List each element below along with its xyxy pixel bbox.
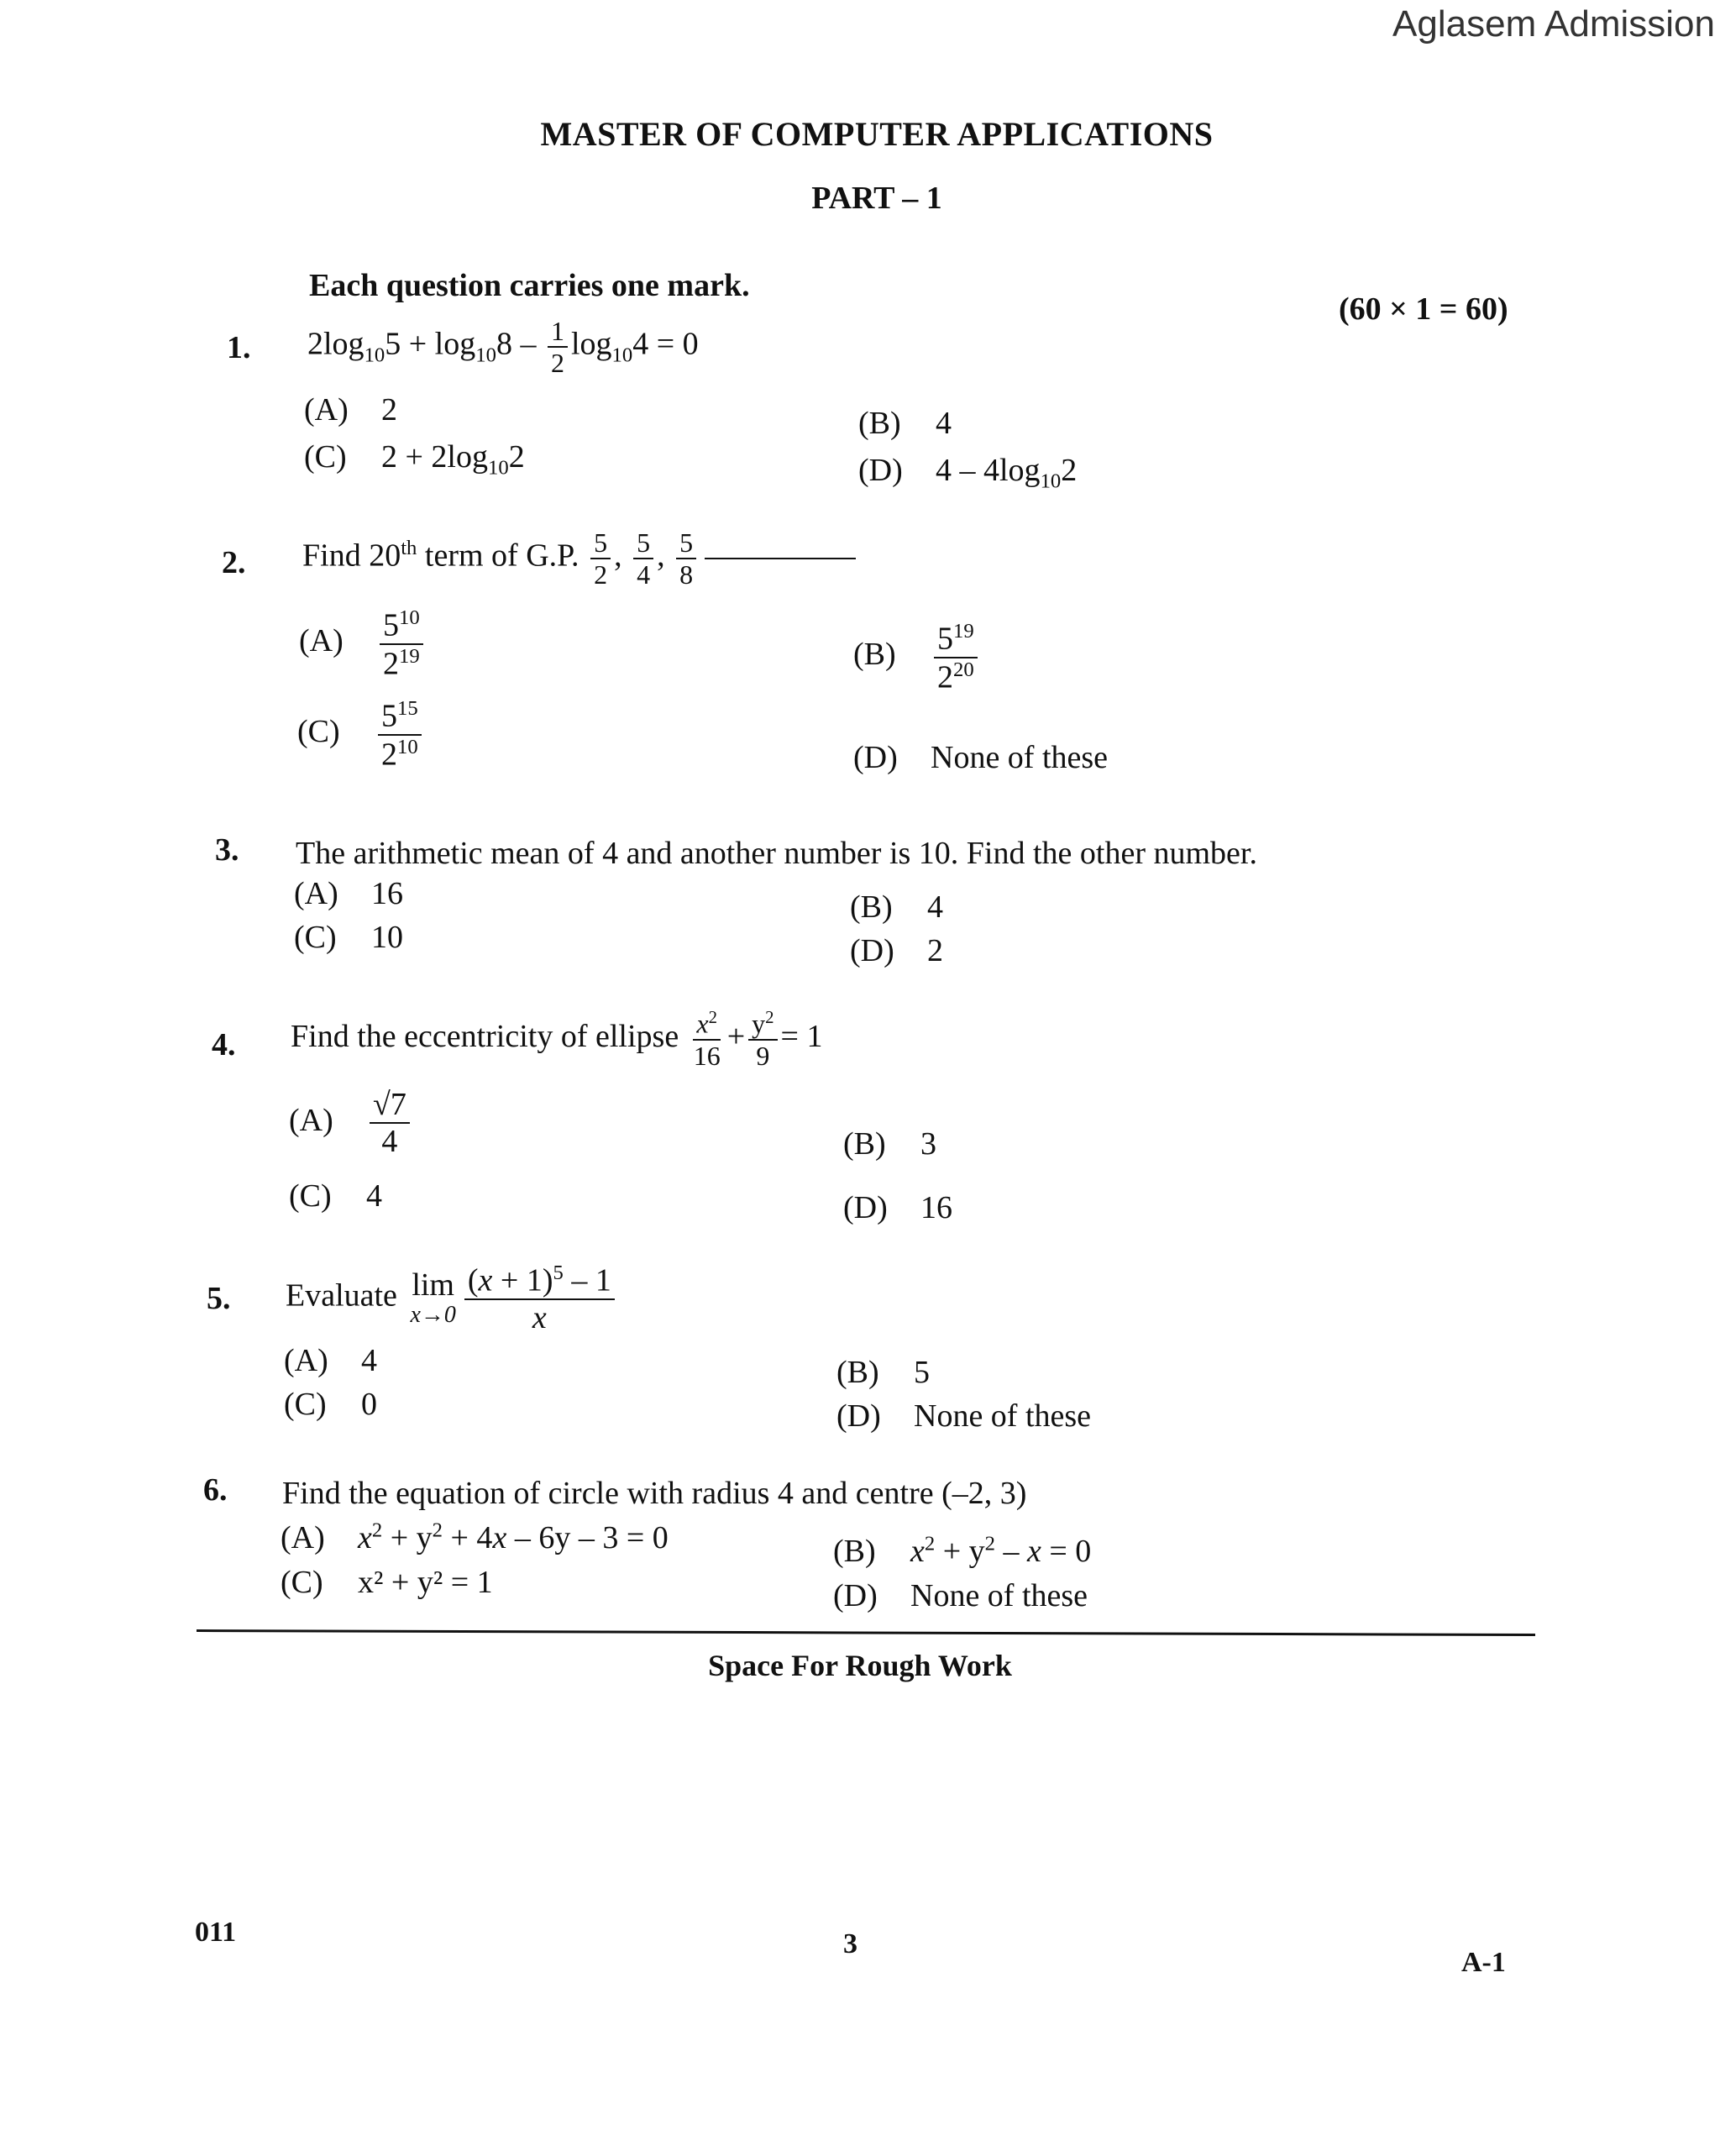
question-1-option-a[interactable]: (A) 2 xyxy=(304,392,397,428)
rough-work-label: Space For Rough Work xyxy=(708,1649,1012,1682)
page-number: 3 xyxy=(843,1928,857,1959)
question-5-option-b[interactable]: (B) 5 xyxy=(836,1355,930,1390)
question-5-option-a[interactable]: (A) 4 xyxy=(284,1343,377,1378)
question-6-option-d[interactable]: (D) None of these xyxy=(833,1578,1088,1613)
question-6-number: 6. xyxy=(203,1472,228,1508)
divider-line xyxy=(197,1629,1535,1636)
question-3-option-c[interactable]: (C) 10 xyxy=(294,920,403,955)
question-3-option-b[interactable]: (B) 4 xyxy=(850,889,943,925)
marks-info: (60 × 1 = 60) xyxy=(1339,291,1508,327)
paper-code: 011 xyxy=(195,1917,237,1948)
question-1-option-b[interactable]: (B) 4 xyxy=(858,406,952,441)
question-2-option-c[interactable]: (C) $\frac{5^{15}}{2^{10}}$ xyxy=(297,699,425,770)
question-2-number: 2. xyxy=(222,545,246,580)
question-4-text: Find the eccentricity of ellipse $\frac{x^2}{16}$ + $\frac{y^2}{9}$ = 1 xyxy=(291,1008,823,1071)
part-heading: PART – 1 xyxy=(811,181,942,216)
question-3-number: 3. xyxy=(215,832,239,868)
question-5-option-c[interactable]: (C) 0 xyxy=(284,1387,377,1422)
question-6-option-a[interactable]: (A) $x^2 + y^2 + 4x - 6y - 3 = 0$ xyxy=(281,1519,669,1555)
question-1-text: $2\log_{10}5 + \log_{10}8$ – $\frac{1}{2}$ $\log_{10}4 = 0$ xyxy=(307,316,699,378)
question-4-option-a[interactable]: (A) $\frac{√7}{4}$ xyxy=(289,1088,413,1157)
question-6-option-c[interactable]: (C) x² + y² = 1 xyxy=(281,1565,493,1600)
question-5-text: Evaluate lim x→0 $\frac{(x + 1)^5 - 1}{x}$ xyxy=(286,1263,618,1334)
question-3-option-d[interactable]: (D) 2 xyxy=(850,933,943,968)
question-4-option-c[interactable]: (C) 4 xyxy=(289,1178,382,1214)
question-2-text: Find 20th term of G.P. $\frac{5}{2}$ , $\frac{5}{4}$ , $\frac{5}{8}$ xyxy=(302,529,856,588)
question-6-text: Find the equation of circle with radius 4 and centre (–2, 3) xyxy=(282,1476,1027,1511)
question-2-option-a[interactable]: (A) $\frac{5^{10}}{2^{19}}$ xyxy=(299,608,427,679)
question-4-number: 4. xyxy=(212,1027,236,1062)
question-4-option-d[interactable]: (D) 16 xyxy=(843,1190,952,1225)
question-2-option-b[interactable]: (B) $\frac{5^{19}}{2^{20}}$ xyxy=(853,622,981,693)
instruction: Each question carries one mark. xyxy=(309,268,750,303)
question-1-option-c[interactable]: (C) $2 + 2\log_{10}2$ xyxy=(304,439,525,480)
question-3-text: The arithmetic mean of 4 and another number is 10. Find the other number. xyxy=(296,836,1257,871)
question-5-number: 5. xyxy=(207,1281,231,1316)
watermark: Aglasem Admission xyxy=(1392,3,1715,45)
question-3-option-a[interactable]: (A) 16 xyxy=(294,876,403,911)
question-1-option-d[interactable]: (D) $4 - 4\log_{10}2$ xyxy=(858,453,1078,493)
question-6-option-b[interactable]: (B) $x^2 + y^2 - x = 0$ xyxy=(833,1532,1092,1569)
question-5-option-d[interactable]: (D) None of these xyxy=(836,1398,1092,1434)
question-4-option-b[interactable]: (B) 3 xyxy=(843,1126,936,1162)
question-1-number: 1. xyxy=(227,330,251,365)
series-code: A-1 xyxy=(1461,1947,1506,1978)
question-2-option-d[interactable]: (D) None of these xyxy=(853,740,1109,775)
page-title: MASTER OF COMPUTER APPLICATIONS xyxy=(540,115,1214,153)
